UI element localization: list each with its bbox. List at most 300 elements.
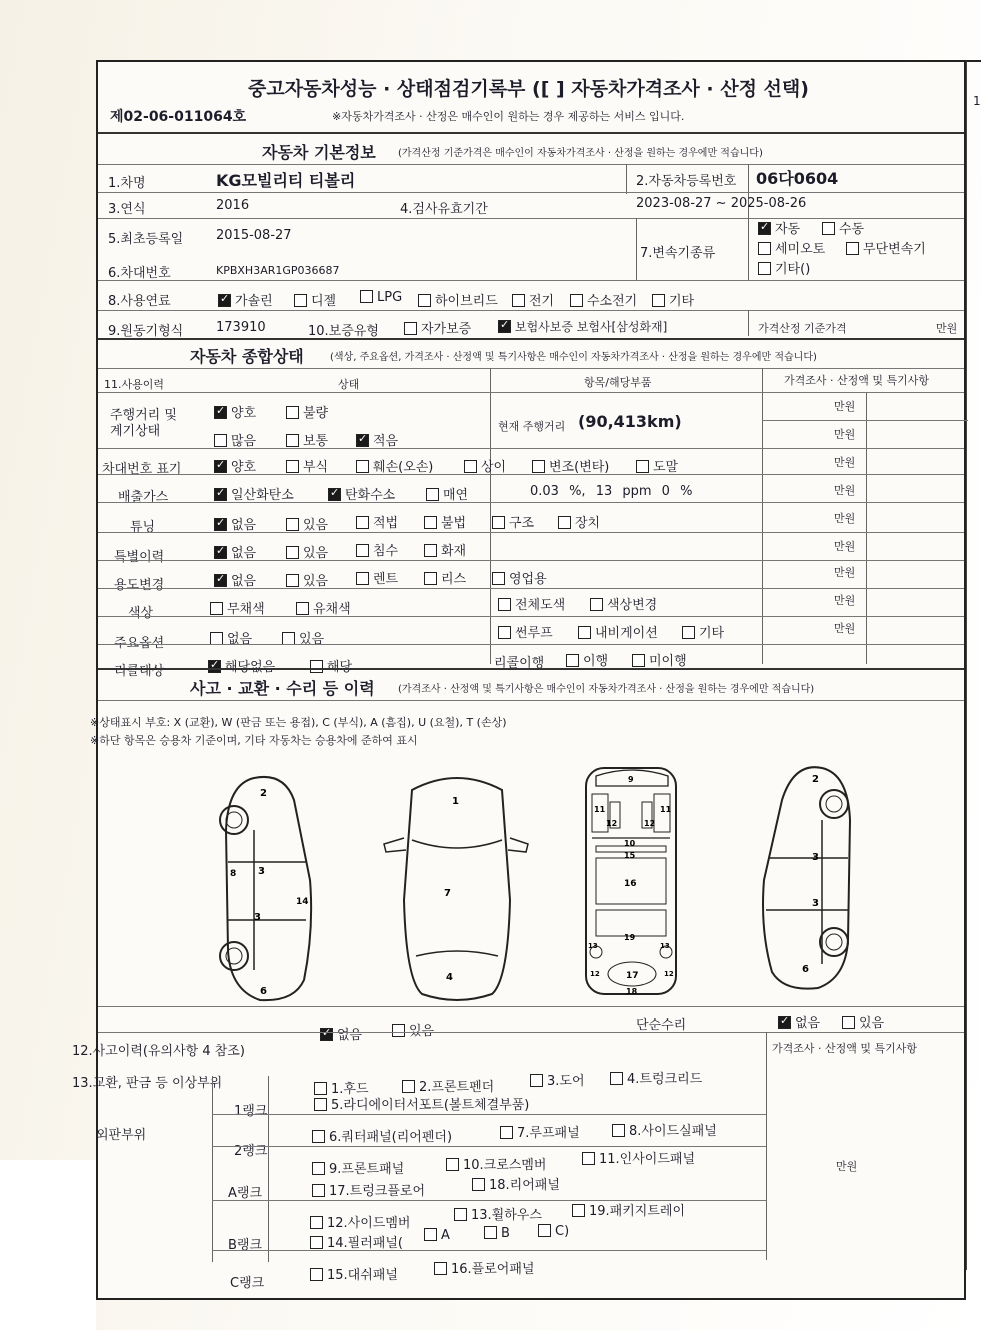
option-label: 3.도어 (547, 1074, 585, 1089)
checkbox-checked[interactable] (356, 434, 369, 447)
tuning-structure-option[interactable] (492, 512, 534, 531)
part-front-fender-option[interactable] (402, 1076, 494, 1095)
checkbox[interactable] (446, 1158, 459, 1171)
usage-rent-option[interactable] (356, 568, 398, 587)
vin-label: 6.차대번호 (108, 266, 171, 281)
usage-business-option[interactable] (492, 568, 547, 587)
divider (268, 1076, 269, 1262)
emission-label: 배출가스 (118, 490, 169, 505)
emission-co-option[interactable] (214, 484, 294, 503)
checkbox[interactable] (312, 1130, 325, 1143)
option-label: 16.플로어패널 (451, 1262, 535, 1277)
divider (98, 448, 964, 449)
reg-no-label: 2.자동차등록번호 (636, 174, 737, 189)
diagram-label: 3 (258, 866, 265, 877)
accident-history-label: 12.사고이력(유의사항 4 참조) (72, 1044, 245, 1059)
recall-done-option[interactable] (566, 650, 608, 669)
checkbox-checked[interactable] (214, 488, 227, 501)
checkbox[interactable] (498, 598, 511, 611)
option-label: 구조 (509, 516, 535, 531)
usage-yes-option[interactable] (286, 570, 328, 589)
checkbox[interactable] (538, 1224, 551, 1237)
checkbox[interactable] (356, 516, 369, 529)
transmission-label: 7.변속기종류 (640, 246, 716, 261)
unit-label: 만원 (834, 484, 856, 497)
checkbox[interactable] (578, 626, 591, 639)
part-side-sill-option[interactable] (612, 1120, 717, 1139)
checkbox[interactable] (426, 488, 439, 501)
fuel-label: 8.사용연료 (108, 294, 171, 309)
checkbox[interactable] (434, 1262, 447, 1275)
option-label: 10.크로스멤버 (463, 1158, 547, 1173)
color-change-option[interactable] (590, 594, 657, 613)
car-name-label: 1.차명 (108, 176, 146, 191)
edge-mark: 1 (973, 94, 981, 108)
option-label: 2.프론트펜더 (419, 1080, 495, 1095)
divider (98, 560, 964, 561)
trans-cvt-option[interactable] (846, 238, 926, 257)
warranty-self-option[interactable] (404, 318, 471, 337)
checkbox[interactable] (652, 294, 665, 307)
diagram-label: 2 (812, 774, 819, 785)
checkbox[interactable] (286, 574, 299, 587)
checkbox[interactable] (492, 572, 505, 585)
option-label: 매연 (443, 488, 469, 503)
option-label: 9.프론트패널 (329, 1162, 405, 1177)
checkbox[interactable] (484, 1226, 497, 1239)
parts-price-label: 가격조사 · 산정액 및 특기사항 (772, 1042, 917, 1055)
option-label: 19.패키지트레이 (589, 1204, 686, 1219)
option-label: 훼손(오손) (373, 460, 434, 475)
divider (98, 1006, 964, 1007)
divider (866, 392, 867, 664)
option-label: 없음 (795, 1016, 821, 1031)
color-chromatic-option[interactable] (296, 598, 351, 617)
trans-auto-option[interactable] (758, 218, 800, 237)
next-page-edge (966, 60, 981, 1270)
checkbox-checked[interactable] (498, 320, 511, 333)
checkbox[interactable] (402, 1080, 415, 1093)
checkbox-checked[interactable] (778, 1016, 791, 1029)
unit-label: 만원 (834, 622, 856, 635)
part-radiator-support-option[interactable] (314, 1094, 529, 1113)
mileage-few-option[interactable] (356, 430, 398, 449)
usage-none-option[interactable] (214, 570, 256, 589)
option-label: 기타 (669, 294, 695, 309)
part-dash-panel-option[interactable] (310, 1264, 398, 1283)
outer-panel-label: 외판부위 (96, 1128, 147, 1143)
checkbox[interactable] (418, 294, 431, 307)
option-label: 색상변경 (607, 598, 658, 613)
option-label: 5.라디에이터서포트(볼트체결부품) (331, 1098, 530, 1113)
option-label: 있음 (409, 1024, 435, 1039)
vin-mark-painted-option[interactable] (636, 456, 678, 475)
first-reg-value: 2015-08-27 (216, 228, 292, 243)
part-wheel-house-option[interactable] (454, 1204, 542, 1223)
option-label: 없음 (231, 546, 257, 561)
checkbox[interactable] (572, 1204, 585, 1217)
divider (98, 588, 964, 589)
divider (766, 1032, 767, 1260)
engine-value: 173910 (216, 320, 266, 335)
inspection-period-value: 2023-08-27 ~ 2025-08-26 (636, 196, 807, 211)
part-trunk-lid-option[interactable] (610, 1068, 702, 1087)
year-value: 2016 (216, 198, 250, 213)
mileage-many-option[interactable] (214, 430, 256, 449)
diagram-label: 3 (812, 898, 819, 909)
divider (98, 474, 964, 475)
checkbox[interactable] (454, 1208, 467, 1221)
diagram-label: 3 (254, 912, 261, 923)
recall-not-done-option[interactable] (632, 650, 687, 669)
mileage-label: 주행거리 및 계기상태 (110, 408, 177, 439)
checkbox[interactable] (294, 294, 307, 307)
checkbox-checked[interactable] (208, 660, 221, 673)
checkbox[interactable] (822, 222, 835, 235)
divider (98, 164, 964, 165)
divider (98, 644, 964, 645)
part-trunk-floor-option[interactable] (312, 1180, 425, 1199)
fuel-electric-option[interactable] (512, 290, 554, 309)
checkbox-checked[interactable] (214, 518, 227, 531)
part-front-panel-option[interactable] (312, 1158, 404, 1177)
checkbox[interactable] (286, 518, 299, 531)
accident-note: (가격조사 · 산정액 및 특기사항은 매수인이 자동차가격조사 · 산정을 원하는 경우에만 적습니다) (398, 684, 815, 695)
unit-label: 만원 (834, 540, 856, 553)
col-state: 상태 (338, 378, 360, 391)
part-cross-member-option[interactable] (446, 1154, 546, 1173)
accident-yes-option[interactable] (392, 1020, 434, 1039)
price-basis-unit: 만원 (936, 322, 958, 335)
checkbox[interactable] (310, 1216, 323, 1229)
checkbox[interactable] (286, 460, 299, 473)
checkbox[interactable] (214, 434, 227, 447)
mileage-normal-option[interactable] (286, 430, 328, 449)
option-label: 하이브리드 (435, 294, 498, 309)
divider (212, 1250, 766, 1251)
checkbox-checked[interactable] (214, 574, 227, 587)
checkbox[interactable] (310, 660, 323, 673)
checkbox[interactable] (532, 460, 545, 473)
checkbox[interactable] (392, 1024, 405, 1037)
divider (98, 502, 964, 503)
diagram-label: 3 (812, 852, 819, 863)
diagram-label: 11 (594, 805, 606, 814)
option-label: 변조(변타) (549, 460, 610, 475)
divider (490, 368, 491, 664)
diagram-label: 13 (660, 942, 670, 950)
fuel-diesel-option[interactable] (294, 290, 336, 309)
special-flood-option[interactable] (356, 540, 398, 559)
option-label: 리스 (441, 572, 467, 587)
checkbox[interactable] (500, 1126, 513, 1139)
option-label: 있음 (303, 518, 329, 533)
rank-c-label: C랭크 (230, 1276, 265, 1291)
vin-mark-corrosion-option[interactable] (286, 456, 328, 475)
col-price: 가격조사 · 산정액 및 특기사항 (784, 374, 929, 387)
recall-none-option[interactable] (208, 656, 275, 675)
checkbox[interactable] (498, 626, 511, 639)
diagram-label: 12 (606, 819, 618, 828)
diagram-label: 9 (628, 775, 634, 784)
tuning-device-option[interactable] (558, 512, 600, 531)
vin-mark-damaged-option[interactable] (356, 456, 433, 475)
part-door-option[interactable] (530, 1070, 585, 1089)
checkbox[interactable] (590, 598, 603, 611)
checkbox[interactable] (360, 290, 373, 303)
right-side-view (750, 760, 860, 996)
option-label: 13.휠하우스 (471, 1208, 542, 1223)
tuning-label: 튜닝 (130, 520, 156, 535)
left-side-view (214, 770, 334, 1006)
mileage-value: (90,413km) (578, 412, 682, 431)
checkbox[interactable] (312, 1162, 325, 1175)
tuning-legal-option[interactable] (356, 512, 398, 531)
mileage-bad-option[interactable] (286, 402, 328, 421)
checkbox[interactable] (472, 1178, 485, 1191)
option-label: 자동 (775, 222, 801, 237)
checkbox[interactable] (404, 322, 417, 335)
checkbox[interactable] (530, 1074, 543, 1087)
checkbox[interactable] (310, 1236, 323, 1249)
tuning-none-option[interactable] (214, 514, 256, 533)
car-name-value: KG모빌리티 티볼리 (216, 171, 356, 190)
checkbox[interactable] (682, 626, 695, 639)
divider (98, 532, 964, 533)
option-label: 7.루프패널 (517, 1126, 580, 1141)
engine-label: 9.원동기형식 (108, 324, 184, 339)
mileage-good-option[interactable] (214, 402, 256, 421)
checkbox[interactable] (356, 544, 369, 557)
checkbox-checked[interactable] (758, 222, 771, 235)
checkbox[interactable] (610, 1072, 623, 1085)
option-label: 무단변속기 (863, 242, 926, 257)
diagram-label: 4 (446, 972, 453, 983)
option-label: 미이행 (649, 654, 687, 669)
option-label: 수소전기 (587, 294, 638, 309)
checkbox[interactable] (846, 242, 859, 255)
option-label: C) (555, 1224, 570, 1239)
option-label: 일산화탄소 (231, 488, 294, 503)
parts-price-unit: 만원 (836, 1160, 858, 1173)
option-label: 해당없음 (225, 660, 276, 675)
fuel-gasoline-option[interactable] (218, 290, 273, 309)
option-label: 무채색 (227, 602, 265, 617)
checkbox[interactable] (512, 294, 525, 307)
option-label: 불량 (303, 406, 329, 421)
option-label: 가솔린 (235, 294, 273, 309)
vin-mark-label: 차대번호 표기 (102, 462, 182, 477)
checkbox[interactable] (570, 294, 583, 307)
option-label: 18.리어패널 (489, 1178, 560, 1193)
divider (98, 616, 964, 617)
checkbox[interactable] (356, 572, 369, 585)
checkbox[interactable] (314, 1098, 327, 1111)
diagram-label: 12 (590, 970, 600, 978)
checkbox[interactable] (210, 602, 223, 615)
simple-repair-yes-option[interactable] (842, 1012, 884, 1031)
option-label: LPG (377, 290, 403, 305)
part-side-member-option[interactable] (310, 1212, 410, 1231)
option-label: 이행 (583, 654, 609, 669)
vin-mark-altered-option[interactable] (532, 456, 609, 475)
part-pillar-b-option[interactable] (484, 1226, 510, 1241)
emission-smoke-option[interactable] (426, 484, 468, 503)
top-view (382, 770, 532, 1006)
checkbox[interactable] (424, 516, 437, 529)
checkbox[interactable] (492, 516, 505, 529)
checkbox[interactable] (286, 434, 299, 447)
divider (98, 132, 964, 134)
part-quarter-panel-option[interactable] (312, 1126, 452, 1145)
option-label: 디젤 (311, 294, 337, 309)
color-full-paint-option[interactable] (498, 594, 565, 613)
options-other-option[interactable] (682, 622, 724, 641)
option-label: 기타() (775, 262, 811, 277)
checkbox-checked[interactable] (320, 1028, 333, 1041)
unit-label: 만원 (834, 594, 856, 607)
divider (212, 1076, 213, 1262)
diagram-label: 12 (644, 819, 656, 828)
special-none-option[interactable] (214, 542, 256, 561)
option-label: 자가보증 (421, 322, 472, 337)
checkbox[interactable] (758, 262, 771, 275)
checkbox[interactable] (582, 1152, 595, 1165)
checkbox[interactable] (632, 654, 645, 667)
option-label: 적음 (373, 434, 399, 449)
checkbox[interactable] (356, 460, 369, 473)
option-label: 있음 (859, 1016, 885, 1031)
trans-semi-auto-option[interactable] (758, 238, 825, 257)
options-sunroof-option[interactable] (498, 622, 553, 641)
option-label: A (441, 1228, 450, 1243)
part-pillar-c-option[interactable] (538, 1224, 569, 1239)
color-label: 색상 (128, 606, 154, 621)
checkbox[interactable] (636, 460, 649, 473)
checkbox[interactable] (842, 1016, 855, 1029)
special-fire-option[interactable] (424, 540, 466, 559)
unit-label: 만원 (834, 566, 856, 579)
checkbox-checked[interactable] (214, 460, 227, 473)
checkbox[interactable] (310, 1268, 323, 1281)
checkbox[interactable] (296, 602, 309, 615)
fuel-hydrogen-option[interactable] (570, 290, 637, 309)
divider (212, 1146, 766, 1147)
service-note: ※자동차가격조사 · 산정은 매수인이 원하는 경우 제공하는 서비스 입니다. (332, 110, 685, 123)
checkbox[interactable] (424, 572, 437, 585)
checkbox-checked[interactable] (214, 546, 227, 559)
diagram-label: 1 (452, 796, 459, 807)
diagram-label: 7 (444, 888, 451, 899)
part-rear-panel-option[interactable] (472, 1174, 560, 1193)
checkbox[interactable] (424, 1228, 437, 1241)
fuel-hybrid-option[interactable] (418, 290, 498, 309)
warranty-insurance-option[interactable] (498, 318, 667, 335)
accident-heading: 사고 · 교환 · 수리 등 이력 (190, 679, 375, 698)
unit-label: 만원 (834, 512, 856, 525)
checkbox-checked[interactable] (218, 294, 231, 307)
checkbox[interactable] (566, 654, 579, 667)
vin-value: KPBXH3AR1GP036687 (216, 264, 340, 277)
checkbox[interactable] (286, 546, 299, 559)
divider (98, 192, 964, 193)
option-label: 양호 (231, 460, 257, 475)
option-label: 적법 (373, 516, 399, 531)
option-label: 썬루프 (515, 626, 553, 641)
part-inside-panel-option[interactable] (582, 1148, 695, 1167)
main-options-label: 주요옵션 (114, 636, 165, 651)
part-pillar-a-option[interactable] (424, 1228, 450, 1243)
checkbox[interactable] (424, 544, 437, 557)
options-navigation-option[interactable] (578, 622, 658, 641)
divider (98, 1032, 964, 1033)
diagram-label: 11 (660, 805, 672, 814)
color-achromatic-option[interactable] (210, 598, 265, 617)
option-label: 많음 (231, 434, 257, 449)
part-roof-panel-option[interactable] (500, 1122, 580, 1141)
vin-mark-mismatch-option[interactable] (464, 456, 506, 475)
fuel-other-option[interactable] (652, 290, 694, 309)
inspection-period-label: 4.검사유효기간 (400, 202, 488, 217)
checkbox[interactable] (558, 516, 571, 529)
part-pillar-panel-option[interactable] (310, 1232, 403, 1251)
part-floor-panel-option[interactable] (434, 1258, 534, 1277)
checkbox[interactable] (464, 460, 477, 473)
divider (98, 700, 964, 701)
simple-repair-none-option[interactable] (778, 1012, 820, 1031)
basic-info-heading: 자동차 기본정보 (262, 143, 376, 162)
checkbox[interactable] (312, 1184, 325, 1197)
checkbox-checked[interactable] (328, 488, 341, 501)
emission-hc-option[interactable] (328, 484, 395, 503)
diagram-label: 12 (664, 970, 674, 978)
accident-none-option[interactable] (320, 1024, 362, 1043)
option-label: 화재 (441, 544, 467, 559)
tuning-illegal-option[interactable] (424, 512, 466, 531)
diagram-label: 6 (802, 964, 809, 975)
checkbox[interactable] (286, 406, 299, 419)
option-label: 탄화수소 (345, 488, 396, 503)
option-label: 없음 (227, 632, 253, 647)
option-label: 불법 (441, 516, 467, 531)
rank-2-label: 2랭크 (234, 1144, 268, 1159)
trans-other-option[interactable] (758, 258, 810, 277)
usage-lease-option[interactable] (424, 568, 466, 587)
diagram-label: 13 (588, 942, 598, 950)
recall-applicable-option[interactable] (310, 656, 352, 675)
part-package-tray-option[interactable] (572, 1200, 685, 1219)
option-label: B (501, 1226, 510, 1241)
checkbox-checked[interactable] (214, 406, 227, 419)
warranty-label: 10.보증유형 (308, 324, 379, 339)
rank-1-label: 1랭크 (234, 1104, 268, 1119)
divider (98, 392, 964, 393)
checkbox[interactable] (758, 242, 771, 255)
vin-mark-good-option[interactable] (214, 456, 256, 475)
trans-manual-option[interactable] (822, 218, 864, 237)
checkbox[interactable] (612, 1124, 625, 1137)
fuel-lpg-option[interactable] (360, 290, 402, 305)
option-label: 보험사보증 보험사[삼성화재] (515, 320, 668, 334)
divider (626, 164, 627, 194)
tuning-yes-option[interactable] (286, 514, 328, 533)
diagram-label: 17 (626, 971, 639, 981)
recall-label: 리콜대상 (114, 664, 165, 679)
legend-symbols: ※상태표시 부호: X (교환), W (판금 또는 용접), C (부식), A (흠집), U (요철), T (손상) (90, 716, 507, 729)
special-yes-option[interactable] (286, 542, 328, 561)
option-label: 12.사이드멤버 (327, 1216, 411, 1231)
emission-values: 0.03 %, 13 ppm 0 % (530, 484, 693, 499)
